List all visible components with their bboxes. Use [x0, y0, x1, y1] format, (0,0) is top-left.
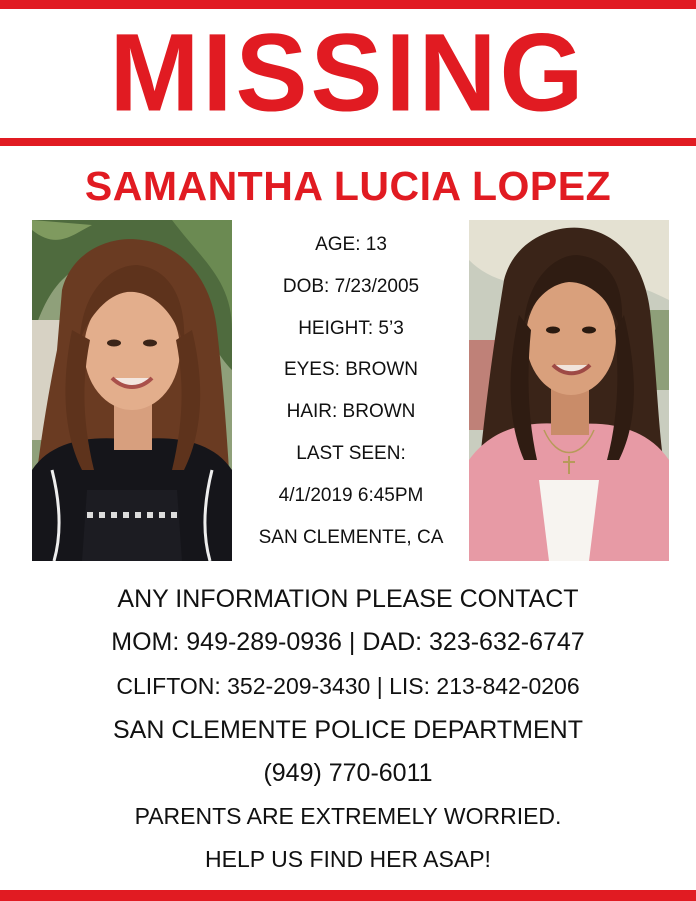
last-seen-datetime: 4/1/2019 6:45PM: [278, 484, 424, 506]
contact-block: [0, 578, 696, 881]
bottom-red-rule: [0, 890, 696, 901]
height-line: HEIGHT: 5’3: [298, 317, 404, 339]
photo-left: [32, 220, 232, 561]
headline-divider-rule: [0, 138, 696, 146]
contact-other-phones: CLIFTON: 352-209-3430 | LIS: 213-842-0206: [116, 673, 580, 699]
contact-heading: ANY INFORMATION PLEASE CONTACT: [117, 585, 579, 613]
missing-person-name: SAMANTHA LUCIA LOPEZ: [84, 163, 612, 209]
age-line: AGE: 13: [315, 234, 387, 255]
police-department-name: SAN CLEMENTE POLICE DEPARTMENT: [113, 716, 583, 744]
dob-line: DOB: 7/23/2005: [282, 275, 420, 297]
photo-right: [469, 220, 669, 561]
worried-message: PARENTS ARE EXTREMELY WORRIED.: [134, 803, 562, 829]
physical-details: [234, 224, 468, 558]
top-red-rule: [0, 0, 696, 9]
last-seen-label: LAST SEEN:: [296, 442, 406, 464]
missing-headline: MISSING: [109, 10, 587, 135]
last-seen-location: SAN CLEMENTE, CA: [258, 526, 444, 548]
contact-parents-phones: MOM: 949-289-0936 | DAD: 323-632-6747: [111, 628, 585, 656]
eyes-line: EYES: BROWN: [283, 359, 419, 381]
police-department-phone: (949) 770-6011: [263, 759, 433, 787]
hair-line: HAIR: BROWN: [286, 401, 416, 423]
help-message: HELP US FIND HER ASAP!: [205, 846, 491, 872]
